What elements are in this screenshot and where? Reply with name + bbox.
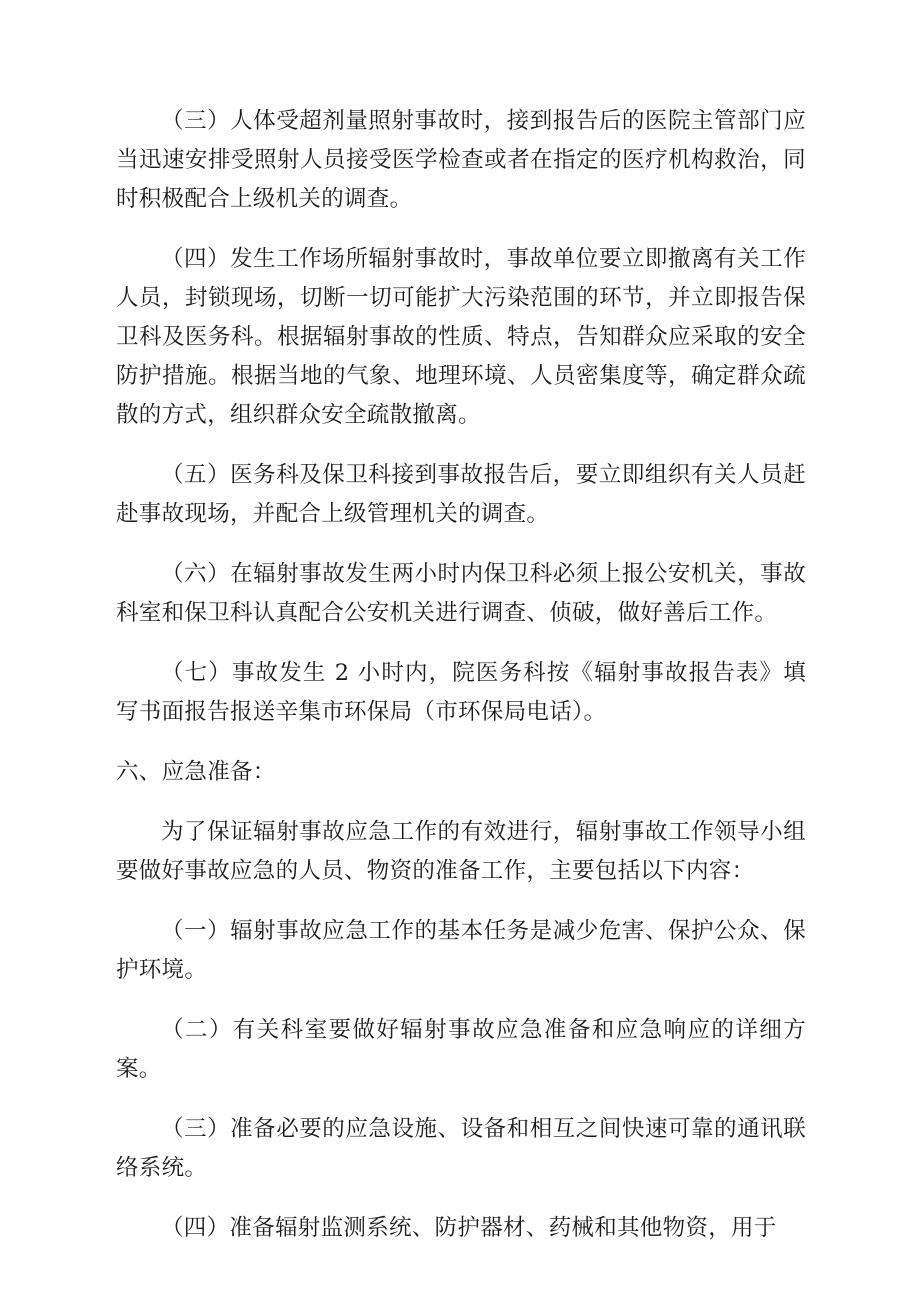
paragraph-3: （三）人体受超剂量照射事故时，接到报告后的医院主管部门应当迅速安排受照射人员接受医学检查或者在指定的医疗机构救治，同时积极配合上级机关的调查。 xyxy=(116,108,806,212)
paragraph-6: （六）在辐射事故发生两小时内保卫科必须上报公安机关，事故科室和保卫科认真配合公安机关进行调查、侦破，做好善后工作。 xyxy=(116,561,806,626)
prep-item-4: （四）准备辐射监测系统、防护器材、药械和其他物资，用于 xyxy=(161,1215,777,1241)
prep-item-1: （一）辐射事故应急工作的基本任务是减少危害、保护公众、保护环境。 xyxy=(116,918,806,983)
section-heading: 六、应急准备： xyxy=(116,759,276,785)
paragraph-4: （四）发生工作场所辐射事故时，事故单位要立即撤离有关工作人员，封锁现场，切断一切可能扩大污染范围的环节，并立即报告保卫科及医务科。根据辐射事故的性质、特点，告知群众应采取的安全防护措施。根据当地的气象、地理环境、人员密集度等，确定群众疏散的方式，组织群众安全疏散撤离。 xyxy=(116,246,806,428)
prep-item-3: （三）准备必要的应急设施、设备和相互之间快速可靠的通讯联络系统。 xyxy=(116,1116,806,1181)
paragraph-7: （七）事故发生 2 小时内，院医务科按《辐射事故报告表》填写书面报告报送辛集市环保局（市环保局电话）。 xyxy=(116,660,806,725)
section-intro: 为了保证辐射事故应急工作的有效进行，辐射事故工作领导小组要做好事故应急的人员、物资的准备工作，主要包括以下内容： xyxy=(116,819,806,884)
document-body xyxy=(116,102,806,1248)
paragraph-5: （五）医务科及保卫科接到事故报告后，要立即组织有关人员赶赴事故现场，并配合上级管理机关的调查。 xyxy=(116,462,806,527)
prep-item-2: （二）有关科室要做好辐射事故应急准备和应急响应的详细方案。 xyxy=(116,1017,806,1082)
